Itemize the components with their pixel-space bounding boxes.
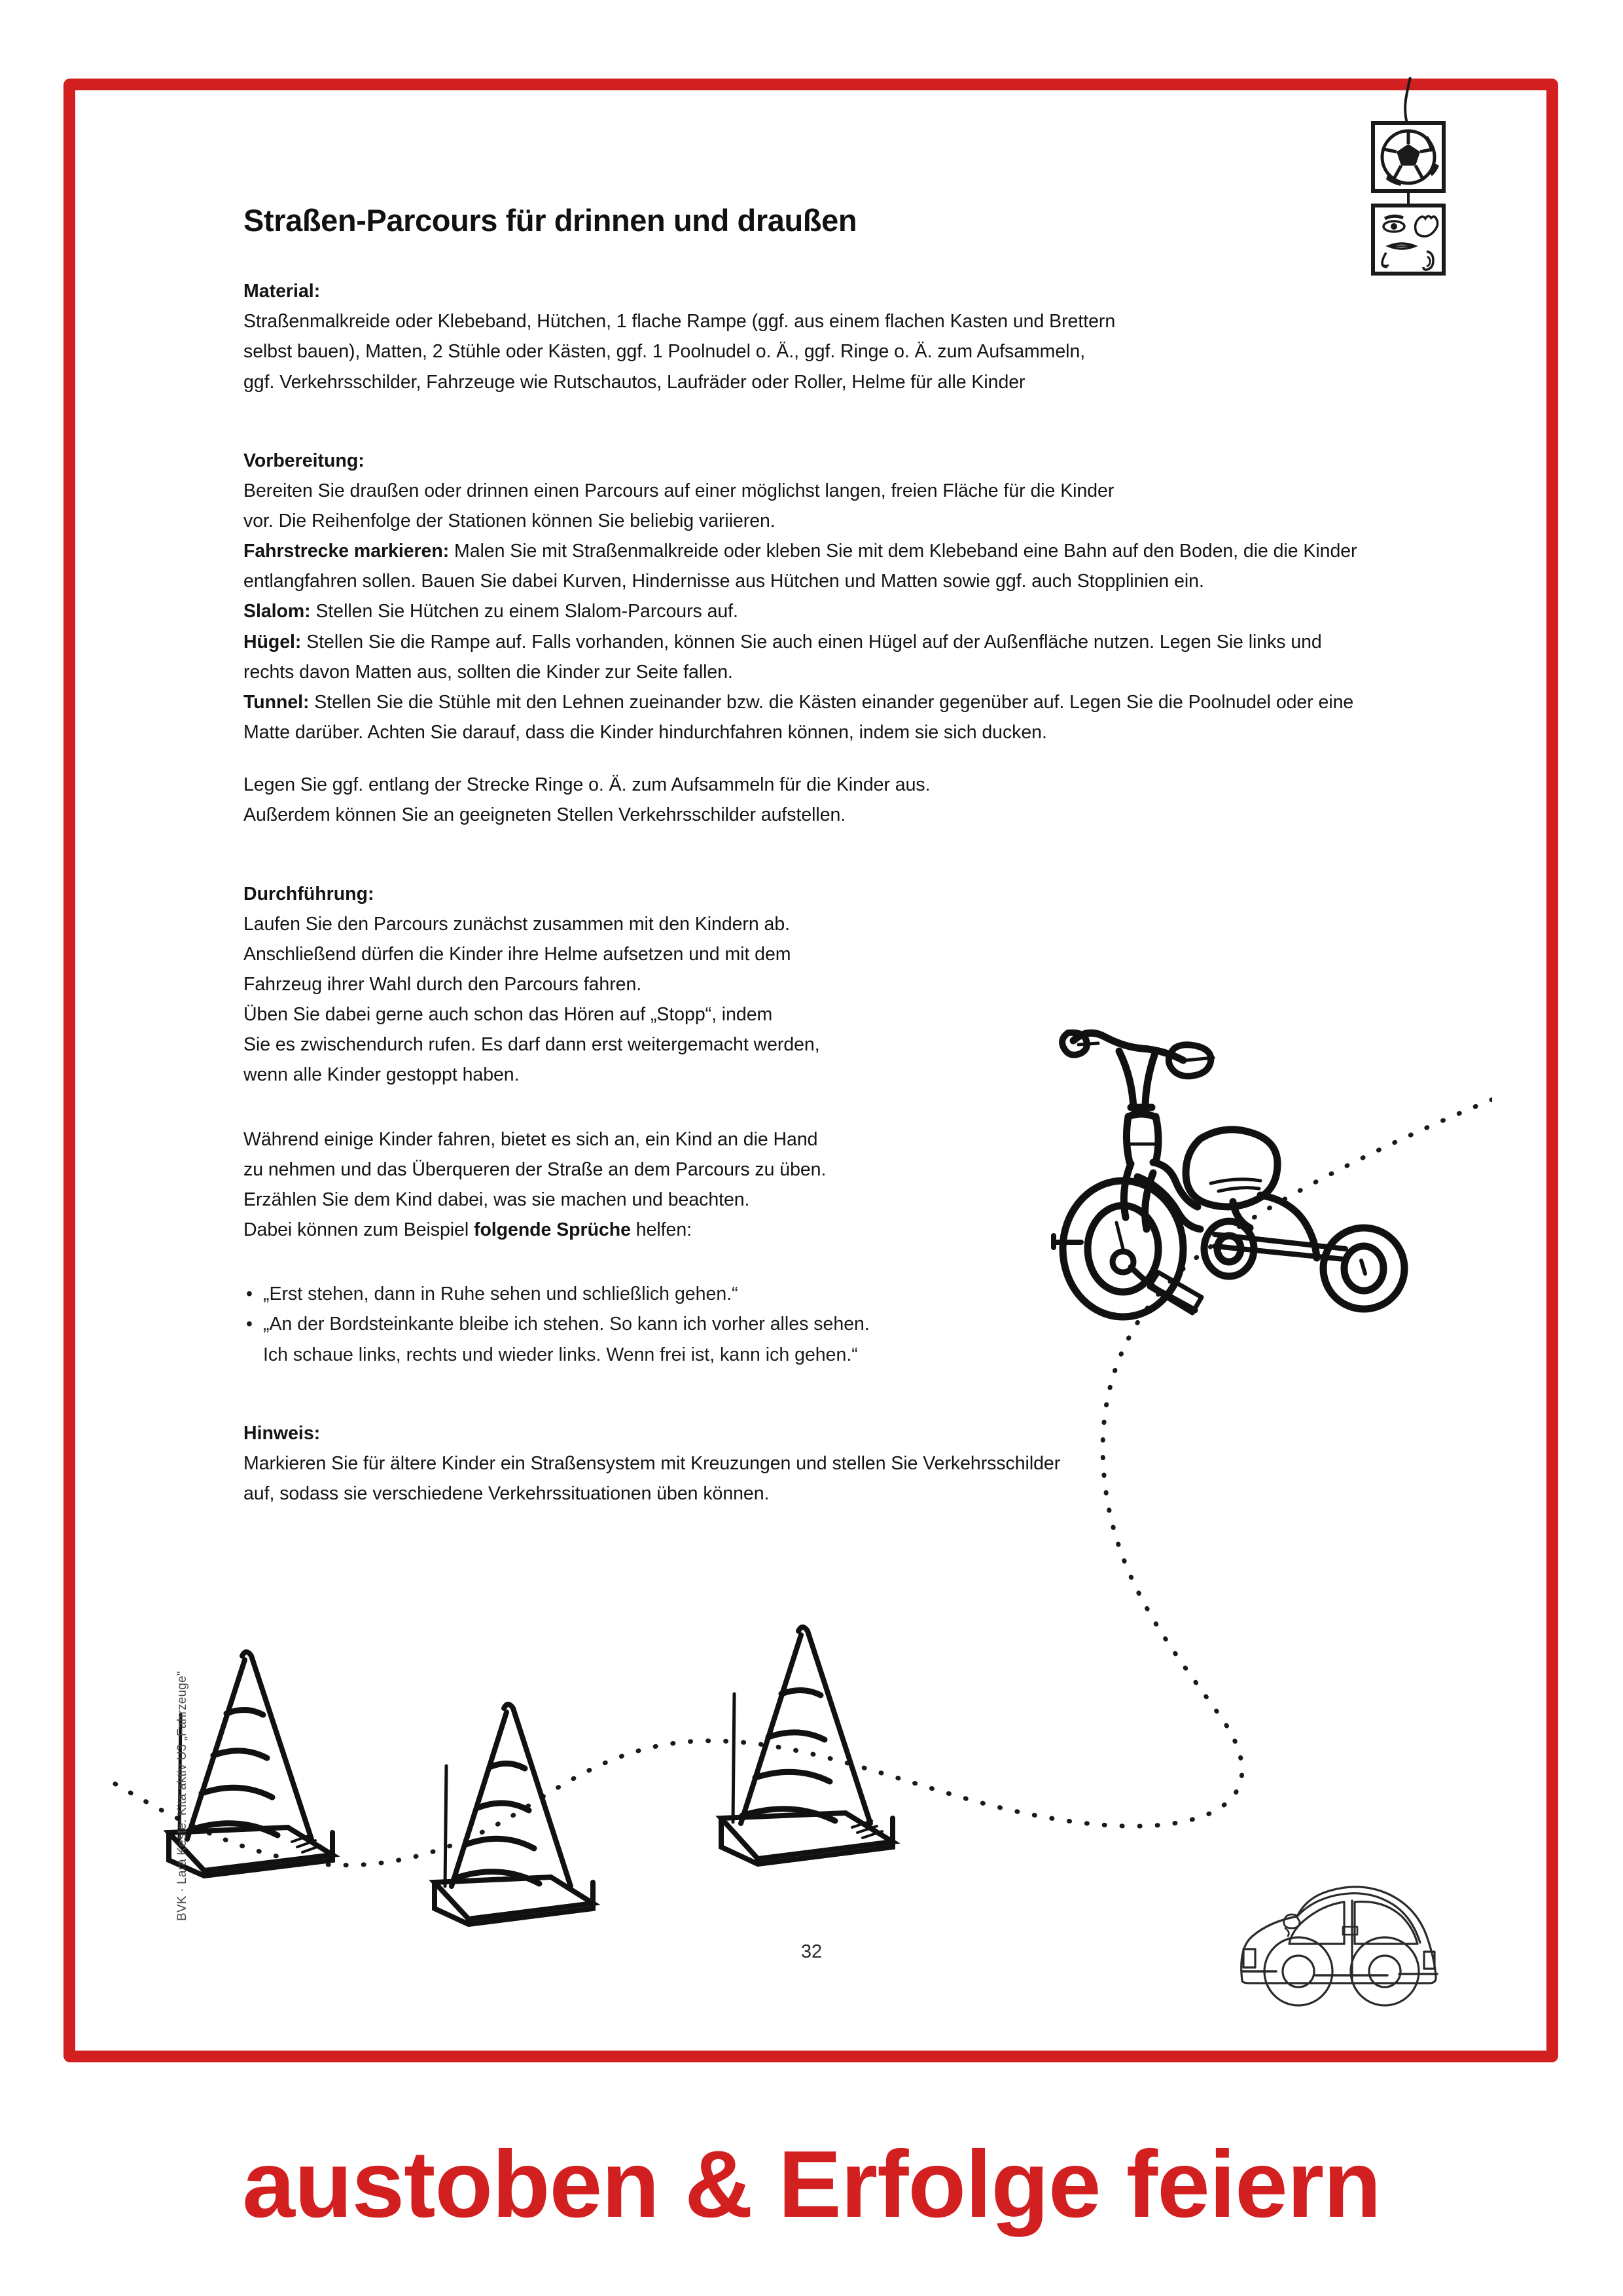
sprueche-list: [243, 1279, 1360, 1369]
vorbereitung-heading: Vorbereitung:: [243, 450, 365, 471]
uebergang-line-2: zu nehmen und das Überqueren der Straße an dem Parcours zu üben.: [243, 1158, 827, 1180]
traffic-cones-illustration: [164, 1617, 1080, 1937]
durchfuehrung-line-4: Üben Sie dabei gerne auch schon das Hören auf „Stopp“, indem: [243, 1004, 773, 1026]
vorbereitung-intro-1: Bereiten Sie draußen oder drinnen einen Parcours auf einer möglichst langen, freien Fläche für die Kinder: [243, 480, 1115, 501]
material-line-3: ggf. Verkehrsschilder, Fahrzeuge wie Rutschautos, Laufräder oder Roller, Helme für alle Kinder: [243, 371, 1026, 393]
spruch-2-line-1: „An der Bordsteinkante bleibe ich stehen. So kann ich vorher alles sehen.: [263, 1314, 870, 1335]
durchfuehrung-line-5: Sie es zwischendurch rufen. Es darf dann erst weitergemacht werden,: [243, 1034, 820, 1056]
page-number: 32: [800, 1941, 823, 1962]
document-content: [243, 203, 1360, 1535]
station-huegel-label: Hügel:: [243, 631, 302, 653]
spruch-2-line-2: Ich schaue links, rechts und wieder links. Wenn frei ist, kann ich gehen.“: [263, 1344, 858, 1365]
station-huegel: [243, 627, 1360, 687]
hinweis-line-1: Markieren Sie für ältere Kinder ein Straßensystem mit Kreuzungen und stellen Sie Verkehrsschilder: [243, 1452, 1061, 1474]
bullet-icon: •: [246, 1283, 253, 1305]
hinweis-heading: Hinweis:: [243, 1422, 321, 1444]
side-credit: BVK · Lara Keste: Kita aktiv U3 „Fahrzeuge": [175, 1671, 189, 1921]
section-hinweis: [243, 1418, 1360, 1509]
spacer: [243, 1245, 1360, 1279]
spruch-intro-bold: folgende Sprüche: [474, 1219, 631, 1241]
spacer: [243, 1090, 1360, 1124]
spacer: [243, 857, 1360, 879]
station-slalom: [243, 596, 1360, 626]
section-durchfuehrung: [243, 879, 1360, 1370]
hanging-icon-chain: [1348, 77, 1472, 280]
soccer-ball-icon: [1373, 123, 1444, 191]
vorbereitung-outro-2: Außerdem können Sie an geeigneten Stellen Verkehrsschilder aufstellen.: [243, 804, 846, 826]
vorbereitung-intro-2: vor. Die Reihenfolge der Stationen können Sie beliebig variieren.: [243, 510, 776, 531]
durchfuehrung-line-1: Laufen Sie den Parcours zunächst zusammen mit den Kindern ab.: [243, 913, 791, 935]
list-item: [243, 1309, 1081, 1369]
section-material: [243, 276, 1360, 397]
station-fahrstrecke-label: Fahrstrecke markieren:: [243, 541, 450, 562]
uebergang-line-4: [243, 1215, 1003, 1245]
uebergang-line-3: Erzählen Sie dem Kind dabei, was sie machen und beachten.: [243, 1189, 750, 1210]
durchfuehrung-heading: Durchführung:: [243, 883, 374, 905]
material-line-1: Straßenmalkreide oder Klebeband, Hütchen, 1 flache Rampe (ggf. aus einem flachen Kasten und Brettern: [243, 311, 1116, 332]
spacer: [243, 423, 1360, 446]
station-tunnel-label: Tunnel:: [243, 691, 310, 713]
durchfuehrung-block-2: [243, 1124, 1003, 1246]
station-tunnel-text: Stellen Sie die Stühle mit den Lehnen zueinander bzw. die Kästen einander gegenüber auf. Legen Sie die Poolnudel oder eine Matte darüber. Achten Sie darauf, dass die Kinder hindurchfahren können, indem sie sich ducken.: [243, 691, 1354, 744]
list-item: [243, 1279, 1081, 1309]
station-huegel-text: Stellen Sie die Rampe auf. Falls vorhanden, können Sie auch einen Hügel auf der Außenfläche nutzen. Legen Sie links und rechts davon Matten aus, sollten die Kinder zur Seite fallen.: [243, 631, 1322, 683]
uebergang-line-1: Während einige Kinder fahren, bietet es sich an, ein Kind an die Hand: [243, 1128, 818, 1150]
station-tunnel: [243, 687, 1360, 747]
spruch-intro-pre: Dabei können zum Beispiel: [243, 1219, 474, 1241]
material-line-2: selbst bauen), Matten, 2 Stühle oder Kästen, ggf. 1 Poolnudel o. Ä., ggf. Ringe o. Ä. zum Aufsammeln,: [243, 341, 1086, 363]
page-title: Straßen-Parcours für drinnen und draußen: [243, 203, 857, 238]
durchfuehrung-line-2: Anschließend dürfen die Kinder ihre Helme aufsetzen und mit dem: [243, 943, 791, 965]
senses-icon: [1373, 206, 1444, 274]
durchfuehrung-line-3: Fahrzeug ihrer Wahl durch den Parcours fahren.: [243, 974, 642, 996]
station-fahrstrecke-text: Malen Sie mit Straßenmalkreide oder kleben Sie mit dem Klebeband eine Bahn auf den Boden, die die Kinder entlangfahren sollen. Bauen Sie dabei Kurven, Hindernisse aus Hütchen und Matten sowie ggf. auch Stopplinien ein.: [243, 541, 1357, 592]
durchfuehrung-block-1: [243, 909, 1003, 1090]
station-slalom-text: Stellen Sie Hütchen zu einem Slalom-Parcours auf.: [310, 601, 738, 622]
hinweis-line-2: auf, sodass sie verschiedene Verkehrssituationen üben können.: [243, 1483, 770, 1505]
spruch-1-line-1: „Erst stehen, dann in Ruhe sehen und schließlich gehen.“: [263, 1283, 738, 1305]
spacer: [243, 1396, 1360, 1418]
spruch-intro-post: helfen:: [630, 1219, 692, 1241]
durchfuehrung-line-6: wenn alle Kinder gestoppt haben.: [243, 1064, 520, 1086]
bottom-banner: austoben & Erfolge feiern: [242, 2131, 1381, 2237]
spacer: [243, 747, 1360, 770]
vorbereitung-outro-1: Legen Sie ggf. entlang der Strecke Ringe o. Ä. zum Aufsammeln für die Kinder aus.: [243, 774, 931, 796]
bullet-icon: •: [246, 1314, 253, 1335]
section-vorbereitung: [243, 446, 1360, 831]
station-fahrstrecke: [243, 536, 1360, 596]
station-slalom-label: Slalom:: [243, 601, 311, 622]
material-heading: Material:: [243, 281, 321, 302]
